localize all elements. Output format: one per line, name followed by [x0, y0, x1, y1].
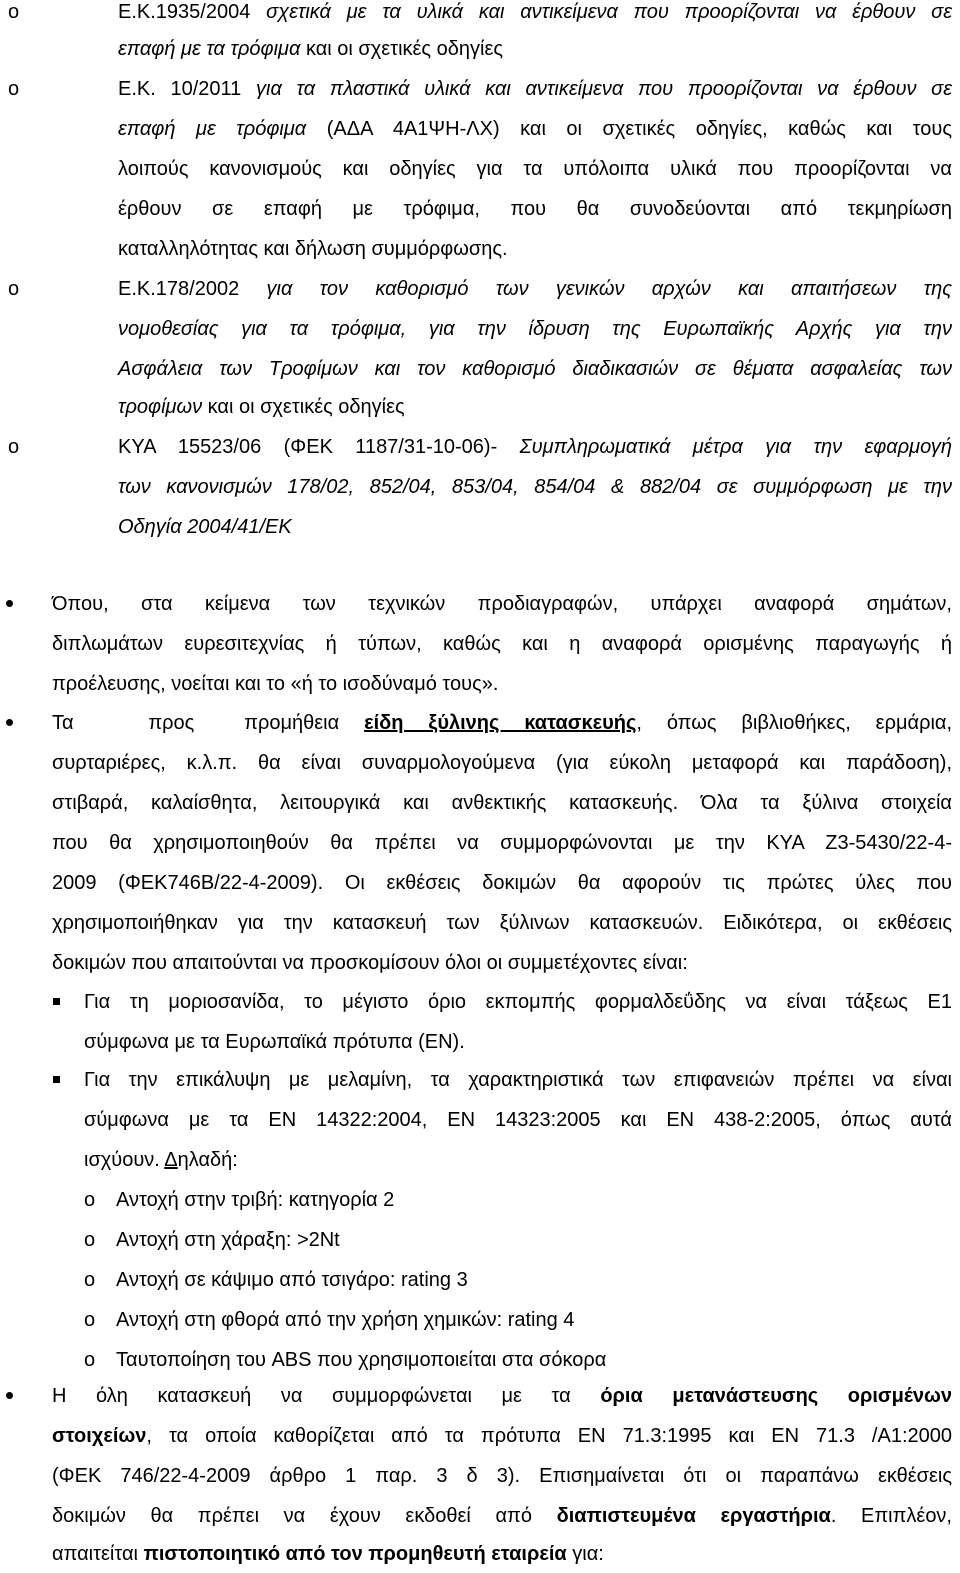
paragraph-line: συρταριέρες, κ.λ.π. θα είναι συναρμολογούμενα (για εύκολη μεταφορά και παράδοση),	[52, 752, 952, 774]
list-item-line: ισχύουν. Δηλαδή:	[84, 1149, 238, 1171]
list-marker: o	[8, 78, 20, 100]
list-item-line: των κανονισμών 178/02, 852/04, 853/04, 854/04 & 882/04 σε συμμόρφωση με την	[118, 476, 952, 498]
list-marker: o	[84, 1349, 96, 1371]
bullet-dot	[6, 1392, 13, 1399]
paragraph-line: 2009 (ΦΕΚ746Β/22-4-2009). Οι εκθέσεις δοκιμών θα αφορούν τις πρώτες ύλες που	[52, 872, 952, 894]
list-marker: o	[84, 1269, 96, 1291]
list-item-line: καταλληλότητας και δήλωση συμμόρφωσης.	[118, 238, 508, 260]
paragraph-line: (ΦΕΚ 746/22-4-2009 άρθρο 1 παρ. 3 δ 3). Επισημαίνεται ότι οι παραπάνω εκθέσεις	[52, 1465, 952, 1487]
paragraph-line: προέλευσης, νοείται και το «ή το ισοδύναμό τους».	[52, 673, 499, 695]
paragraph-line: χρησιμοποιήθηκαν για την κατασκευή των ξύλινων κατασκευών. Ειδικότερα, οι εκθέσεις	[52, 912, 952, 934]
list-item-line: Ε.Κ.1935/2004 σχετικά με τα υλικά και αντικείμενα που προορίζονται να έρθουν σε	[118, 1, 952, 23]
list-marker: o	[84, 1229, 96, 1251]
list-marker: o	[84, 1189, 96, 1211]
list-item-line: τροφίμων και οι σχετικές οδηγίες	[118, 396, 405, 418]
paragraph-line: Τα προς προμήθεια είδη ξύλινης κατασκευής, όπως βιβλιοθήκες, ερμάρια,	[52, 712, 953, 734]
square-bullet	[53, 1076, 60, 1083]
list-item-line: Οδηγία 2004/41/ΕΚ	[118, 516, 292, 538]
list-item: Ταυτοποίηση του ABS που χρησιμοποιείται στα σόκορα	[116, 1349, 607, 1371]
list-item: Αντοχή στη χάραξη: >2Nt	[116, 1229, 340, 1251]
list-item-line: επαφή με τα τρόφιμα και οι σχετικές οδηγίες	[118, 38, 503, 60]
paragraph-line: απαιτείται πιστοποιητικό από τον προμηθευτή εταιρεία για:	[52, 1543, 604, 1565]
list-item-line: ΚΥΑ 15523/06 (ΦΕΚ 1187/31-10-06)- Συμπληρωματικά μέτρα για την εφαρμογή	[118, 436, 952, 458]
list-item-line: Για την επικάλυψη με μελαμίνη, τα χαρακτηριστικά των επιφανειών πρέπει να είναι	[84, 1069, 952, 1091]
list-marker: o	[84, 1309, 96, 1331]
list-item-line: σύμφωνα με τα ΕΝ 14322:2004, ΕΝ 14323:2005 και ΕΝ 438-2:2005, όπως αυτά	[84, 1109, 952, 1131]
bullet-dot	[6, 600, 13, 607]
list-item: Αντοχή στην τριβή: κατηγορία 2	[116, 1189, 395, 1211]
list-item-line: λοιπούς κανονισμούς και οδηγίες για τα υπόλοιπα υλικά που προορίζονται να	[118, 158, 952, 180]
list-marker: o	[8, 1, 20, 23]
paragraph-line: στοιχείων, τα οποία καθορίζεται από τα πρότυπα ΕΝ 71.3:1995 και ΕΝ 71.3 /Α1:2000	[52, 1425, 952, 1447]
paragraph-line: που θα χρησιμοποιηθούν θα πρέπει να συμμορφώνονται με την ΚΥΑ Ζ3-5430/22-4-	[52, 832, 952, 854]
paragraph-line: δοκιμών που απαιτούνται να προσκομίσουν όλοι οι συμμετέχοντες είναι:	[52, 952, 688, 974]
list-item-line: σύμφωνα με τα Ευρωπαϊκά πρότυπα (ΕΝ).	[84, 1031, 465, 1053]
list-item: Αντοχή στη φθορά από την χρήση χημικών: rating 4	[116, 1309, 575, 1331]
list-item-line: επαφή με τρόφιμα (ΑΔΑ 4Α1ΨΗ-ΛΧ) και οι σχετικές οδηγίες, καθώς και τους	[118, 118, 952, 140]
paragraph-line: στιβαρά, καλαίσθητα, λειτουργικά και ανθεκτικής κατασκευής. Όλα τα ξύλινα στοιχεία	[52, 792, 952, 814]
list-item-line: έρθουν σε επαφή με τρόφιμα, που θα συνοδεύονται από τεκμηρίωση	[118, 198, 952, 220]
list-marker: o	[8, 436, 20, 458]
list-item-line: Για τη μοριοσανίδα, το μέγιστο όριο εκπομπής φορμαλδεΰδης να είναι τάξεως Ε1	[84, 991, 952, 1013]
paragraph-line: Όπου, στα κείμενα των τεχνικών προδιαγραφών, υπάρχει αναφορά σημάτων,	[52, 593, 952, 615]
list-item-line: νομοθεσίας για τα τρόφιμα, για την ίδρυση της Ευρωπαϊκής Αρχής για την	[118, 318, 952, 340]
list-item: Αντοχή σε κάψιμο από τσιγάρο: rating 3	[116, 1269, 468, 1291]
list-marker: o	[8, 278, 20, 300]
list-item-line: Ε.Κ.178/2002 για τον καθορισμό των γενικών αρχών και απαιτήσεων της	[118, 278, 952, 300]
paragraph-line: δοκιμών θα πρέπει να έχουν εκδοθεί από διαπιστευμένα εργαστήρια. Επιπλέον,	[52, 1505, 952, 1527]
paragraph-line: Η όλη κατασκευή να συμμορφώνεται με τα όρια μετανάστευσης ορισμένων	[52, 1385, 953, 1407]
paragraph-line: διπλωμάτων ευρεσιτεχνίας ή τύπων, καθώς και η αναφορά ορισμένης παραγωγής ή	[52, 633, 952, 655]
list-item-line: Ε.Κ. 10/2011 για τα πλαστικά υλικά και αντικείμενα που προορίζονται να έρθουν σε	[118, 78, 952, 100]
bullet-dot	[6, 719, 13, 726]
square-bullet	[53, 998, 60, 1005]
list-item-line: Ασφάλεια των Τροφίμων και τον καθορισμό διαδικασιών σε θέματα ασφαλείας των	[118, 358, 952, 380]
